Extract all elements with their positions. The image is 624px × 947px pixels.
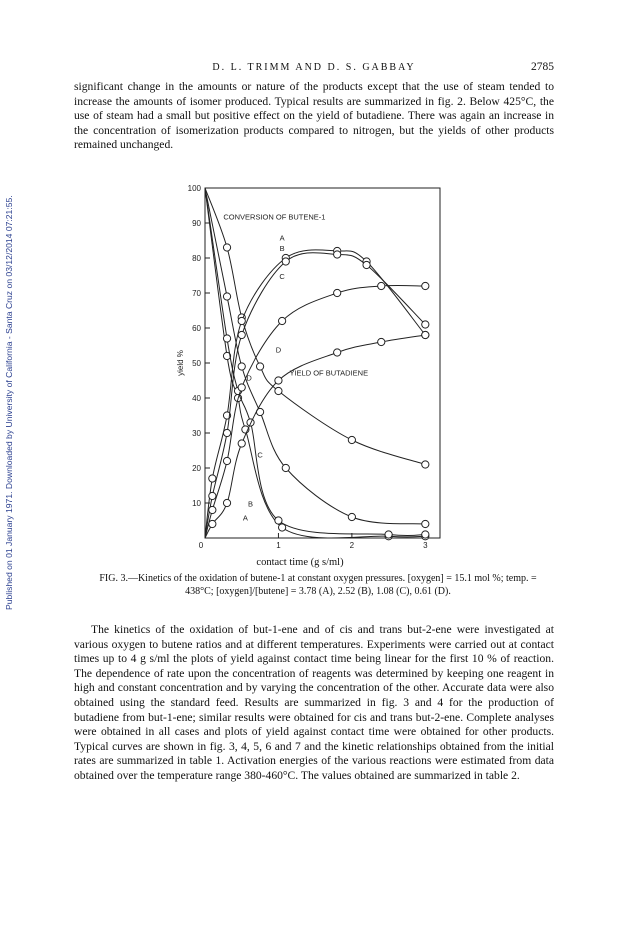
x-tick-label: 2: [349, 541, 355, 550]
annotation-conversion: CONVERSION OF BUTENE-1: [223, 212, 326, 222]
series-line-conversion-B: [205, 188, 425, 536]
data-point-butadiene-C: [209, 506, 216, 513]
data-point-butadiene-D: [209, 520, 216, 527]
data-point-butadiene-B: [422, 321, 429, 328]
data-point-conversion-B: [247, 419, 254, 426]
data-point-conversion-C: [348, 513, 355, 520]
curve-label-conversion-C: C: [257, 450, 263, 460]
chart-x-axis-label: contact time (g s/ml): [256, 557, 344, 568]
data-point-butadiene-C: [334, 289, 341, 296]
y-tick-label: 90: [192, 219, 201, 228]
data-point-butadiene-D: [334, 349, 341, 356]
curve-label-butadiene-B: B: [279, 244, 285, 253]
series-line-conversion-A: [205, 188, 425, 538]
x-tick-label: 3: [423, 541, 428, 550]
curve-label-conversion-D: D: [246, 373, 252, 383]
data-point-conversion-B: [275, 517, 282, 524]
data-point-butadiene-C: [378, 282, 385, 289]
curve-label-conversion-B: B: [248, 499, 254, 509]
y-tick-label: 40: [192, 394, 201, 403]
data-point-conversion-B: [385, 531, 392, 538]
x-tick-label: 0: [198, 541, 204, 550]
data-point-conversion-C: [282, 464, 289, 471]
data-point-conversion-B: [223, 335, 230, 342]
data-point-butadiene-D: [238, 440, 245, 447]
data-point-conversion-D: [223, 244, 230, 251]
data-point-butadiene-B: [363, 261, 370, 268]
data-point-butadiene-B: [209, 492, 216, 499]
running-head-authors: D. L. TRIMM AND D. S. GABBAY: [212, 62, 416, 73]
figure-3: [150, 182, 450, 550]
annotation-butadiene: YIELD OF BUTADIENE: [289, 368, 369, 378]
data-point-conversion-B: [422, 531, 429, 538]
y-tick-label: 10: [192, 499, 201, 508]
data-point-butadiene-C: [279, 317, 286, 324]
data-point-conversion-D: [422, 461, 429, 468]
data-point-butadiene-B: [334, 251, 341, 258]
paragraph-intro: significant change in the amounts or nature of the products except that the use of steam tended to increase the amounts of isomer produced. Typical results are summarized in fig. 2. Below 425°C, the use of steam had a small but positive effect on the yield of butadiene. There was again an increase in the concentration of isomerization products compared to nitrogen, but the yields of other products remained unchanged.: [74, 80, 554, 152]
data-point-butadiene-B: [238, 331, 245, 338]
data-point-conversion-C: [238, 363, 245, 370]
download-watermark-text: Published on 01 January 1971. Downloaded by University of California - Santa Cruz on 03/12/2014 07:21:55.: [4, 195, 14, 610]
data-point-butadiene-C: [238, 384, 245, 391]
data-point-butadiene-A: [238, 317, 245, 324]
y-tick-label: 50: [192, 359, 201, 368]
data-point-conversion-D: [256, 363, 263, 370]
y-tick-label: 80: [192, 254, 201, 263]
y-tick-label: 70: [192, 289, 201, 298]
page-number: 2785: [531, 61, 554, 73]
paragraph-kinetics: The kinetics of the oxidation of but-1-ene and of cis and trans but-2-ene were investigated at various oxygen to butene ratios and at different temperatures. Experiments were carried out at contact times up to 4 g s/ml the plots of yield against contact time being linear for the first 10 % of reaction. The dependence of rate upon the concentration of reagents was determined by keeping one reagent in high and constant concentration and by varying the concentration of the other. Accurate data were also obtained using the standard feed. Results are summarized in fig. 3 and 4 for the production of butadiene from but-1-ene; similar results were obtained for cis and trans but-2-ene. Complete analyses were obtained in all cases and plots of yield against contact time were obtained for other products. Typical curves are shown in fig. 3, 4, 5, 6 and 7 and the kinetic relationships obtained from the initial rates are summarized in table 1. Activation energies of the various reactions were estimated from data obtained over the temperature range 380-460°C. The values obtained are summarized in table 2.: [74, 623, 554, 782]
x-tick-label: 1: [276, 541, 281, 550]
data-point-butadiene-D: [422, 331, 429, 338]
kinetics-chart: [150, 182, 450, 550]
y-tick-label: 60: [192, 324, 201, 333]
data-point-butadiene-B: [223, 429, 230, 436]
series-line-butadiene-C: [205, 285, 425, 538]
curve-label-conversion-A: A: [242, 513, 248, 523]
figure-caption: FIG. 3.—Kinetics of the oxidation of butene-1 at constant oxygen pressures. [oxygen] = 15.1 mol %; temp. = 438°C; [oxygen]/[butene] = 3.78 (A), 2.52 (B), 1.08 (C), 0.61 (D).: [99, 573, 537, 597]
series-line-conversion-D: [205, 188, 425, 465]
download-watermark: [4, 140, 20, 610]
data-point-conversion-D: [275, 387, 282, 394]
data-point-conversion-C: [422, 520, 429, 527]
data-point-butadiene-D: [378, 338, 385, 345]
data-point-butadiene-A: [209, 475, 216, 482]
running-head: [74, 62, 554, 76]
data-point-butadiene-B: [282, 258, 289, 265]
data-point-butadiene-D: [223, 499, 230, 506]
y-tick-label: 100: [187, 184, 201, 193]
series-line-conversion-C: [205, 188, 425, 524]
chart-y-axis-label: yield %: [176, 350, 185, 376]
data-point-butadiene-C: [422, 282, 429, 289]
y-tick-label: 20: [192, 464, 201, 473]
curve-label-butadiene-D: D: [275, 345, 282, 355]
data-point-conversion-D: [348, 436, 355, 443]
data-point-conversion-C: [223, 293, 230, 300]
curve-label-butadiene-A: A: [279, 233, 285, 243]
curve-label-butadiene-C: C: [279, 272, 285, 281]
data-point-butadiene-D: [275, 377, 282, 384]
y-tick-label: 30: [192, 429, 201, 438]
data-point-butadiene-C: [223, 457, 230, 464]
